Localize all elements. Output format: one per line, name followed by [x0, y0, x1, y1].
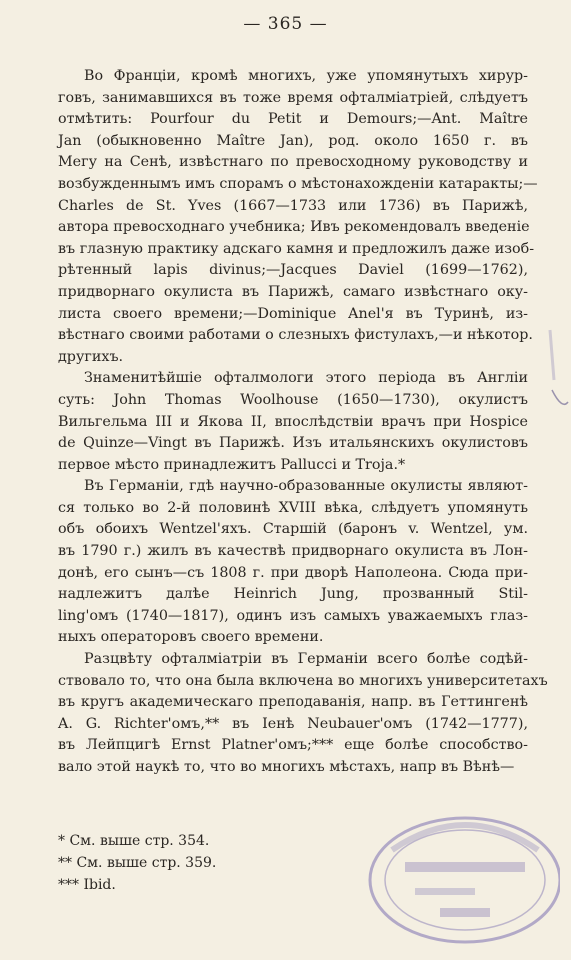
text-line: въ Лейпцигѣ Ernst Platner'омъ;*** еще болѣе способство- — [58, 737, 528, 754]
text-line: отмѣтить: Pourfour du Petit и Demours;—Ant. Maître — [58, 111, 528, 128]
text-line: Мегу на Сенѣ, извѣстнаго по превосходному руководству и — [58, 154, 528, 171]
body-text — [58, 66, 548, 779]
text-line: въ 1790 г.) жилъ въ качествѣ придворнаго окулиста въ Лон- — [58, 543, 528, 560]
text-line: листа своего времени;—Dominique Anel'я въ Туринѣ, из- — [58, 305, 528, 322]
text-line: Знаменитѣйшіе офталмологи этого періода въ Англіи — [84, 370, 528, 387]
footnotes — [58, 830, 216, 896]
text-line: ствовало то, что она была включена во многихъ университетахъ — [58, 672, 548, 689]
library-stamp — [300, 800, 560, 950]
text-line: ныхъ операторовъ своего времени. — [58, 629, 324, 646]
footnote-2: ** См. выше стр. 359. — [58, 855, 217, 871]
text-line: Charles de St. Yves (1667—1733 или 1736) въ Парижѣ, — [58, 197, 528, 214]
text-line: вало этой наукѣ то, что во многихъ мѣстахъ, напр въ Вѣнѣ— — [58, 759, 515, 775]
text-line: говъ, занимавшихся въ тоже время офталміатріей, слѣдуетъ — [58, 89, 528, 106]
text-line: другихъ. — [58, 348, 124, 365]
text-line: возбужденнымъ имъ спорамъ о мѣстонахожденіи катаракты;— — [58, 175, 538, 192]
text-line: надлежитъ далѣе Heinrich Jung, прозванный Stil- — [58, 586, 528, 603]
text-line: вѣстнаго своими работами о слезныхъ фистулахъ,—и нѣкотор. — [58, 327, 533, 344]
margin-marks — [540, 320, 570, 440]
footnote-1: * См. выше стр. 354. — [58, 833, 210, 849]
text-line: донѣ, его сынъ—съ 1808 г. при дворѣ Наполеона. Сюда при- — [58, 564, 528, 581]
text-line: Въ Германіи, гдѣ научно-образованные окулисты являют- — [84, 478, 528, 495]
text-line: A. G. Richter'омъ,** въ Іенѣ Neubauer'омъ (1742—1777), — [58, 715, 528, 732]
page-number: — 365 — — [243, 14, 328, 34]
text-line: de Quinze—Vingt въ Парижѣ. Изъ итальянскихъ окулистовъ — [58, 435, 528, 452]
footnote-3: *** Ibid. — [58, 877, 116, 893]
text-line: рѣтенный lapis divinus;—Jacques Daviel (1699—1762), — [58, 262, 528, 279]
text-line: ling'омъ (1740—1817), одинъ изъ самыхъ уважаемыхъ глаз- — [58, 607, 528, 624]
text-line: ся только во 2-й половинѣ XVIII вѣка, слѣдуетъ упомянуть — [58, 499, 528, 516]
text-line: Во Франціи, кромѣ многихъ, уже упомянутыхъ хирур- — [84, 68, 528, 84]
text-line: автора превосходнаго учебника; Ивъ рекомендовалъ введеніе — [58, 219, 530, 236]
text-line: Вильгельма III и Якова II, впослѣдствіи врачъ при Hospice — [58, 413, 528, 430]
text-line: Jan (обыкновенно Maître Jan), род. около 1650 г. въ — [58, 132, 528, 149]
text-line: придворнаго окулиста въ Парижѣ, самаго извѣстнаго оку- — [58, 283, 528, 300]
text-line: первое мѣсто принадлежитъ Pallucci и Troja.* — [58, 456, 406, 473]
text-line: въ глазную практику адскаго камня и предложилъ даже изоб- — [58, 240, 535, 257]
text-line: Разцвѣту офталміатріи въ Германіи всего болѣе содѣй- — [84, 651, 528, 668]
text-line: объ обоихъ Wentzel'яхъ. Старшій (баронъ v. Wentzel, ум. — [58, 521, 528, 538]
text-line: въ кругъ академическаго преподаванія, напр. въ Геттингенѣ — [58, 694, 528, 711]
text-line: суть: John Thomas Woolhouse (1650—1730), окулистъ — [58, 391, 528, 408]
